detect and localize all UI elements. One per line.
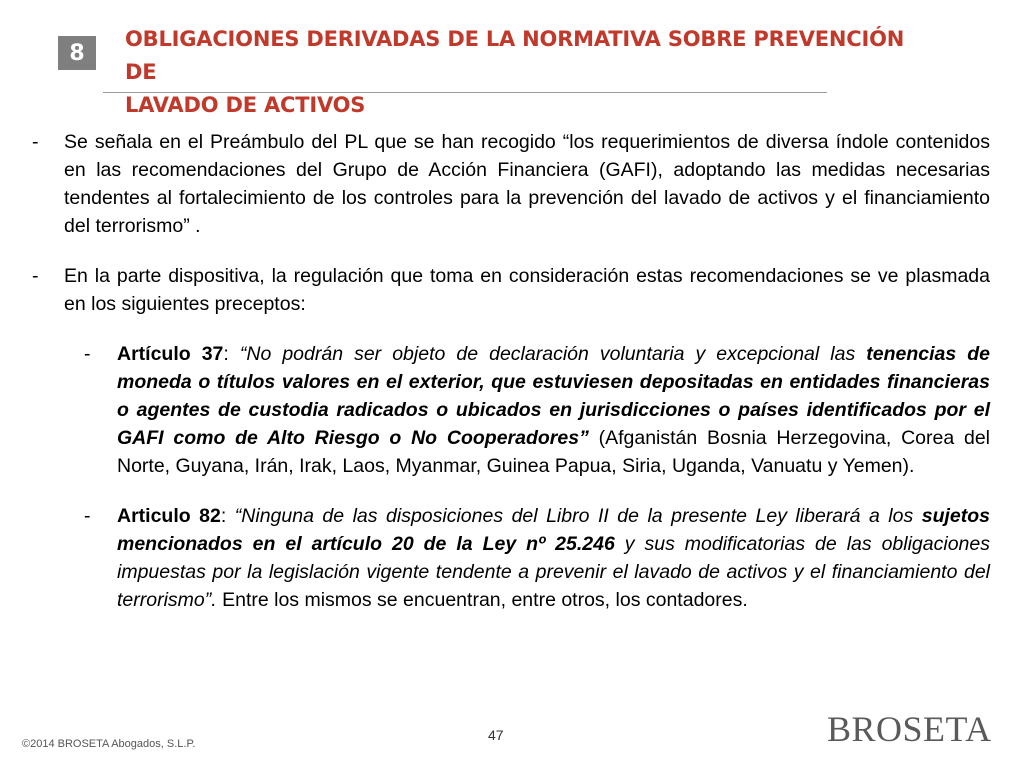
bullet-item (32, 128, 990, 240)
broseta-logo: BROSETA (827, 709, 992, 749)
sub-bullet-text (117, 340, 990, 480)
sub-bullet-marker: - (84, 343, 91, 365)
article-rest-text: Entre los mismos se encuentran, entre otros, los contadores. (216, 589, 748, 611)
sub-bullet-marker: - (84, 505, 91, 527)
article-rest-text: (Afganistán Bosnia Herzegovina, Corea del Norte, Guyana, Irán, Irak, Laos, Myanmar, Guinea Papua, Siria, Uganda, Vanuatu y Yemen). (117, 427, 991, 477)
quote-italic: “Ninguna de las disposiciones del Libro II de la presente Ley liberará a los (234, 505, 922, 527)
slide-title-line-1: OBLIGACIONES DERIVADAS DE LA NORMATIVA SOBRE PREVENCIÓN DE (125, 27, 905, 84)
quote-bold-italic: tenencias de moneda o títulos valores en el exterior, que estuviesen depositadas en entidades financieras o agentes de custodia radicados o ubicados en jurisdicciones o países identificados por el GAFI como de Alto Riesgo o No Cooperadores” (117, 343, 991, 449)
bullet-marker: - (32, 265, 39, 287)
page-number: 47 (488, 727, 504, 743)
footer-copyright: ©2014 BROSETA Abogados, S.L.P. (22, 738, 196, 750)
slide-title-line-2: LAVADO DE ACTIVOS (125, 93, 366, 117)
label-separator: : (220, 505, 235, 527)
bullet-marker: - (32, 131, 39, 153)
sub-bullet-article-82 (84, 502, 990, 614)
bullet-text: En la parte dispositiva, la regulación que toma en consideración estas recomendaciones se ve plasmada en los siguientes preceptos: (64, 265, 990, 315)
bullet-item (32, 262, 990, 318)
sub-bullet-text (117, 502, 990, 614)
article-label: Articulo 82 (117, 505, 221, 527)
quote-italic: “No podrán ser objeto de declaración voluntaria y excepcional las (239, 343, 867, 365)
bullet-text: Se señala en el Preámbulo del PL que se han recogido “los requerimientos de diversa índole contenidos en las recomendaciones del Grupo de Acción Financiera (GAFI), adoptando las medidas necesarias tendentes al fortalecimiento de los controles para la prevención del lavado de activos y el financiamiento del terrorismo” . (64, 131, 990, 237)
slide-title (125, 23, 905, 122)
quote-bold-italic: sujetos mencionados en el artículo 20 de la Ley nº 25.246 (117, 505, 990, 555)
section-number-badge: 8 (58, 36, 96, 70)
label-separator: : (223, 343, 240, 365)
article-label: Artículo 37 (117, 343, 224, 365)
quote-italic-continued: y sus modificatorias de las obligaciones impuestas por la legislación vigente tendente a prevenir el lavado de activos y el financiamiento del terrorismo”. (117, 533, 990, 611)
title-divider (103, 92, 827, 93)
sub-bullet-article-37 (84, 340, 990, 480)
slide-body (32, 128, 990, 614)
